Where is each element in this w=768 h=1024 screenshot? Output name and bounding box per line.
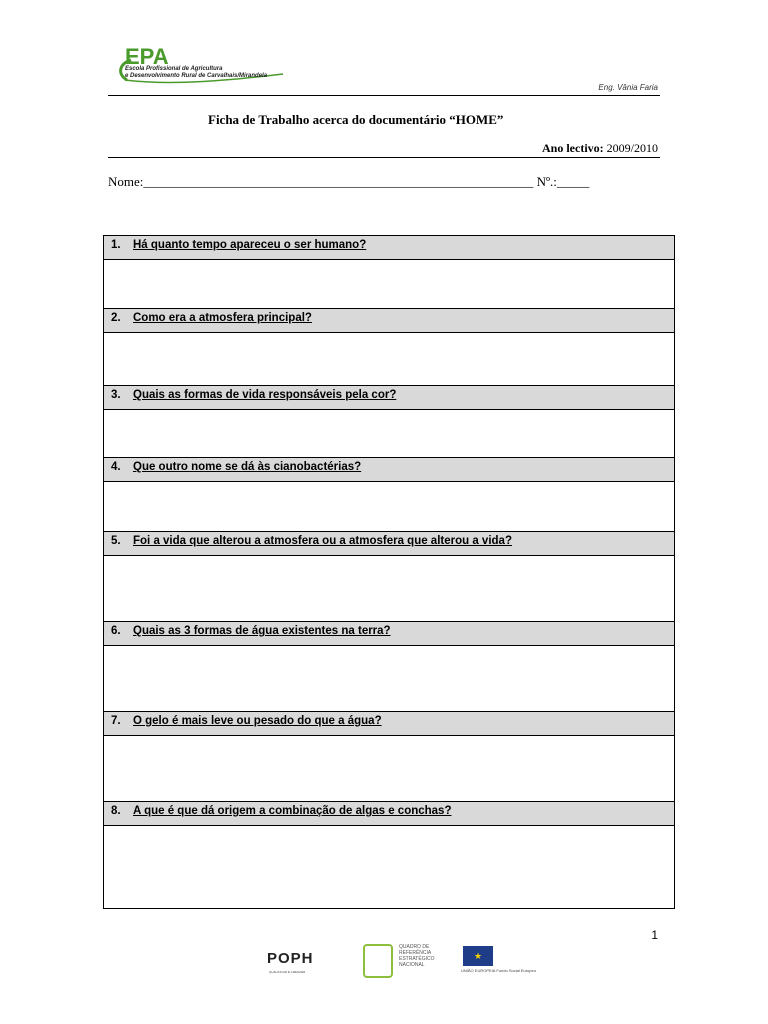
logo-text-line1: Escola Profissional de Agricultura xyxy=(125,66,223,72)
answer-row[interactable] xyxy=(104,333,675,386)
eu-name: UNIÃO EUROPEIA xyxy=(461,968,496,973)
poph-tagline: QUALIFICAR É CRESCER xyxy=(269,970,306,974)
question-row xyxy=(104,386,675,410)
school-year-label: Ano lectivo: xyxy=(542,141,604,155)
answer-row[interactable] xyxy=(104,260,675,309)
school-year xyxy=(542,141,658,156)
answer-row[interactable] xyxy=(104,826,675,909)
answer-row[interactable] xyxy=(104,736,675,802)
question-number: 5. xyxy=(111,535,121,547)
answer-row[interactable] xyxy=(104,556,675,622)
logo-mark: EPA xyxy=(125,44,169,69)
question-row xyxy=(104,309,675,333)
question-number: 7. xyxy=(111,715,121,727)
school-year-value: 2009/2010 xyxy=(606,141,658,155)
answer-row[interactable] xyxy=(104,646,675,712)
question-row xyxy=(104,712,675,736)
answer-row[interactable] xyxy=(104,410,675,458)
question-text: O gelo é mais leve ou pesado do que a água? xyxy=(133,715,382,727)
question-text: Como era a atmosfera principal? xyxy=(133,312,312,324)
question-number: 2. xyxy=(111,312,121,324)
question-number: 6. xyxy=(111,625,121,637)
question-text: Que outro nome se dá às cianobactérias? xyxy=(133,461,362,473)
header-divider xyxy=(108,95,660,96)
page-title: Ficha de Trabalho acerca do documentário “HOME” xyxy=(208,112,504,127)
question-number: 4. xyxy=(111,461,121,473)
poph-logo: POPH xyxy=(267,950,314,967)
question-row xyxy=(104,236,675,260)
title-divider xyxy=(108,157,660,158)
question-row xyxy=(104,622,675,646)
question-row xyxy=(104,532,675,556)
question-row xyxy=(104,802,675,826)
funding-logos xyxy=(267,942,536,978)
eu-fund: Fundo Social Europeu xyxy=(496,968,536,973)
question-text: Quais as 3 formas de água existentes na terra? xyxy=(133,625,391,637)
questions-table xyxy=(103,235,675,909)
eu-flag-icon: ★ xyxy=(463,946,493,966)
question-number: 1. xyxy=(111,239,121,251)
qren-label: QUADRO DE REFERÊNCIA ESTRATÉGICO NACIONAL xyxy=(399,944,435,968)
answer-row[interactable] xyxy=(104,482,675,532)
question-number: 8. xyxy=(111,805,121,817)
question-row xyxy=(104,458,675,482)
name-field[interactable]: Nome:____________________________________________________________ Nº.:_____ xyxy=(108,174,590,189)
logo-text-line2: e Desenvolvimento Rural de Carvalhais/Mirandela xyxy=(125,73,268,79)
question-number: 3. xyxy=(111,389,121,401)
question-text: Há quanto tempo apareceu o ser humano? xyxy=(133,239,367,251)
page-number: 1 xyxy=(651,928,658,942)
qren-logo-icon xyxy=(363,944,393,978)
author-name: Eng. Vânia Faria xyxy=(598,83,658,92)
eu-label xyxy=(461,968,536,973)
question-text: A que é que dá origem a combinação de algas e conchas? xyxy=(133,805,452,817)
question-text: Foi a vida que alterou a atmosfera ou a atmosfera que alterou a vida? xyxy=(133,535,512,547)
epa-logo xyxy=(113,46,288,86)
question-text: Quais as formas de vida responsáveis pela cor? xyxy=(133,389,397,401)
